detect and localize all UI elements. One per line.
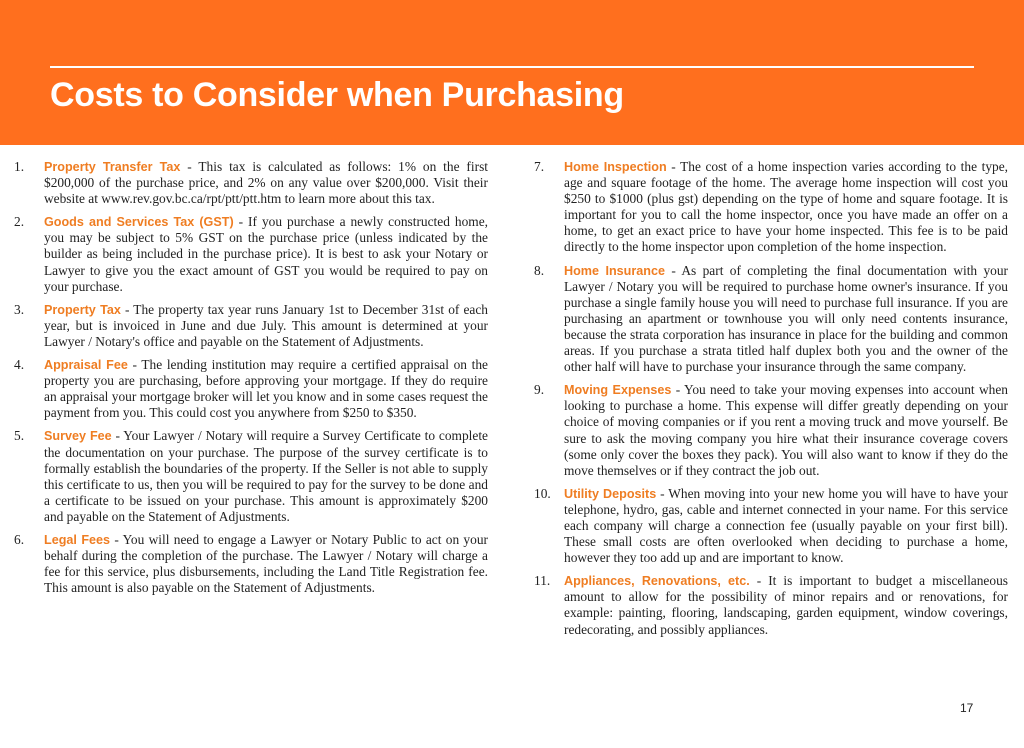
item-number: 2. <box>14 214 25 230</box>
item-text: - The lending institution may require a certified appraisal on the property you are purchasing, before approving your mortgage. If they do require an appraisal your mortgage broker will let you know and in some cases request the payment from you. This could cost you anywhere from $250 to $350. <box>44 357 488 421</box>
item-number: 1. <box>14 159 25 174</box>
item-number: 11. <box>534 573 551 589</box>
item-number: 5. <box>14 428 25 444</box>
list-item <box>534 573 1008 637</box>
header-banner <box>0 0 1024 145</box>
right-column <box>534 159 1008 638</box>
item-term: Survey Fee <box>44 429 112 444</box>
item-number: 4. <box>14 357 25 373</box>
item-text: - If you purchase a newly constructed home, you may be subject to 5% GST on the purchase price (unless indicated by the builder as being included in the purchase price). It is best to ask your Notary or Lawyer to give you the exact amount of GST you would be required to pay on your purchase. <box>44 214 488 294</box>
item-number: 8. <box>534 262 545 278</box>
item-text: - As part of completing the final documentation with your Lawyer / Notary you will be required to purchase home owner's insurance. If you purchase a single family house you will need to purchase full insurance. If you are purchasing an apartment or townhouse you will only need contents insurance, because the strata corporation has insurance in place for the building and common areas. If you purchase a strata titled half duplex both you and the owner of the other half will have to purchase your insurance through the same company. <box>564 262 1009 375</box>
list-item <box>534 263 1008 376</box>
item-text: - Your Lawyer / Notary will require a Survey Certificate to complete the documentation on your purchase. The purpose of the survey certificate is to formally establish the boundaries of the property. If the Seller is not able to supply this certificate to us, then you will be required to pay for the survey to be done and a certificate to be issued on your purchase. This amount is approximately $200 and payable on the Statement of Adjustments. <box>44 428 488 524</box>
item-term: Appliances, Renovations, etc. <box>564 574 750 589</box>
item-text: - This tax is calculated as follows: 1% on the first $200,000 of the purchase price, and 2% on any value over $200,000. Visit their website at www.rev.gov.bc.ca/rpt/ptt/ptt.htm to learn more about this tax. <box>44 159 488 207</box>
item-number: 9. <box>534 382 545 398</box>
item-term: Appraisal Fee <box>44 358 128 373</box>
list-item <box>14 214 488 294</box>
item-text: - The cost of a home inspection varies according to the type, age and square footage of the home. The average home inspection will cost you $250 to $1000 (plus gst) depending on the type of home and square footage. It is important for you to call the home inspector, once you have made an offer on a home, to get an exact price to have your home inspected. This fee is to be paid directly to the home inspector upon completion of the home inspection. <box>564 159 1009 255</box>
header-rule <box>50 66 974 68</box>
item-term: Utility Deposits <box>564 486 657 501</box>
item-number: 3. <box>14 301 25 317</box>
list-item <box>534 486 1008 566</box>
item-term: Property Tax <box>44 302 121 317</box>
page-title: Costs to Consider when Purchasing <box>50 76 624 114</box>
item-text: - It is important to budget a miscellaneous amount to allow for the possibility of minor repairs and or renovations, for example: painting, flooring, landscaping, garden equipment, window coverings, redecorating, and possibly appliances. <box>564 573 1008 637</box>
list-item <box>534 382 1008 479</box>
item-term: Moving Expenses <box>564 383 672 398</box>
list-item <box>534 159 1008 256</box>
item-term: Legal Fees <box>44 532 111 547</box>
list-item <box>14 357 488 421</box>
page-number: 17 <box>960 701 974 715</box>
list-item <box>14 159 488 207</box>
list-item <box>14 302 488 350</box>
item-text: - You need to take your moving expenses into account when looking to purchase a home. This expense will differ greatly depending on your choice of moving companies or if you rent a moving truck and move yourself. Be sure to ask the moving company you hire what their insurance coverage covers (some only cover the boxes they pack). You will also want to know if they do the move themselves or if they contract the job out. <box>564 382 1008 478</box>
list-item <box>14 428 488 525</box>
list-item <box>14 532 488 596</box>
item-term: Property Transfer Tax <box>44 160 181 174</box>
item-term: Goods and Services Tax (GST) <box>44 215 234 230</box>
item-number: 7. <box>534 159 545 174</box>
item-term: Home Insurance <box>564 263 665 278</box>
item-term: Home Inspection <box>564 160 667 174</box>
item-text: - The property tax year runs January 1st to December 31st of each year, but is invoiced in June and due July. This amount is determined at your Lawyer / Notary's office and payable on the Statement of Adjustments. <box>44 301 488 349</box>
left-column <box>14 159 488 596</box>
item-number: 10. <box>534 485 551 501</box>
item-number: 6. <box>14 531 25 547</box>
item-text: - You will need to engage a Lawyer or Notary Public to act on your behalf during the completion of the purchase. The Lawyer / Notary will charge a fee for this service, plus disbursements, including the Land Title Registration fee. This amount is also payable on the Statement of Adjustments. <box>44 531 488 596</box>
item-text: - When moving into your new home you will have to have your telephone, hydro, gas, cable and internet connected in your name. For this service each company will charge a connection fee (usually payable on your first bill). These small costs are often overlooked when deciding to purchase a home, however they too add up and are important to know. <box>564 485 1008 566</box>
